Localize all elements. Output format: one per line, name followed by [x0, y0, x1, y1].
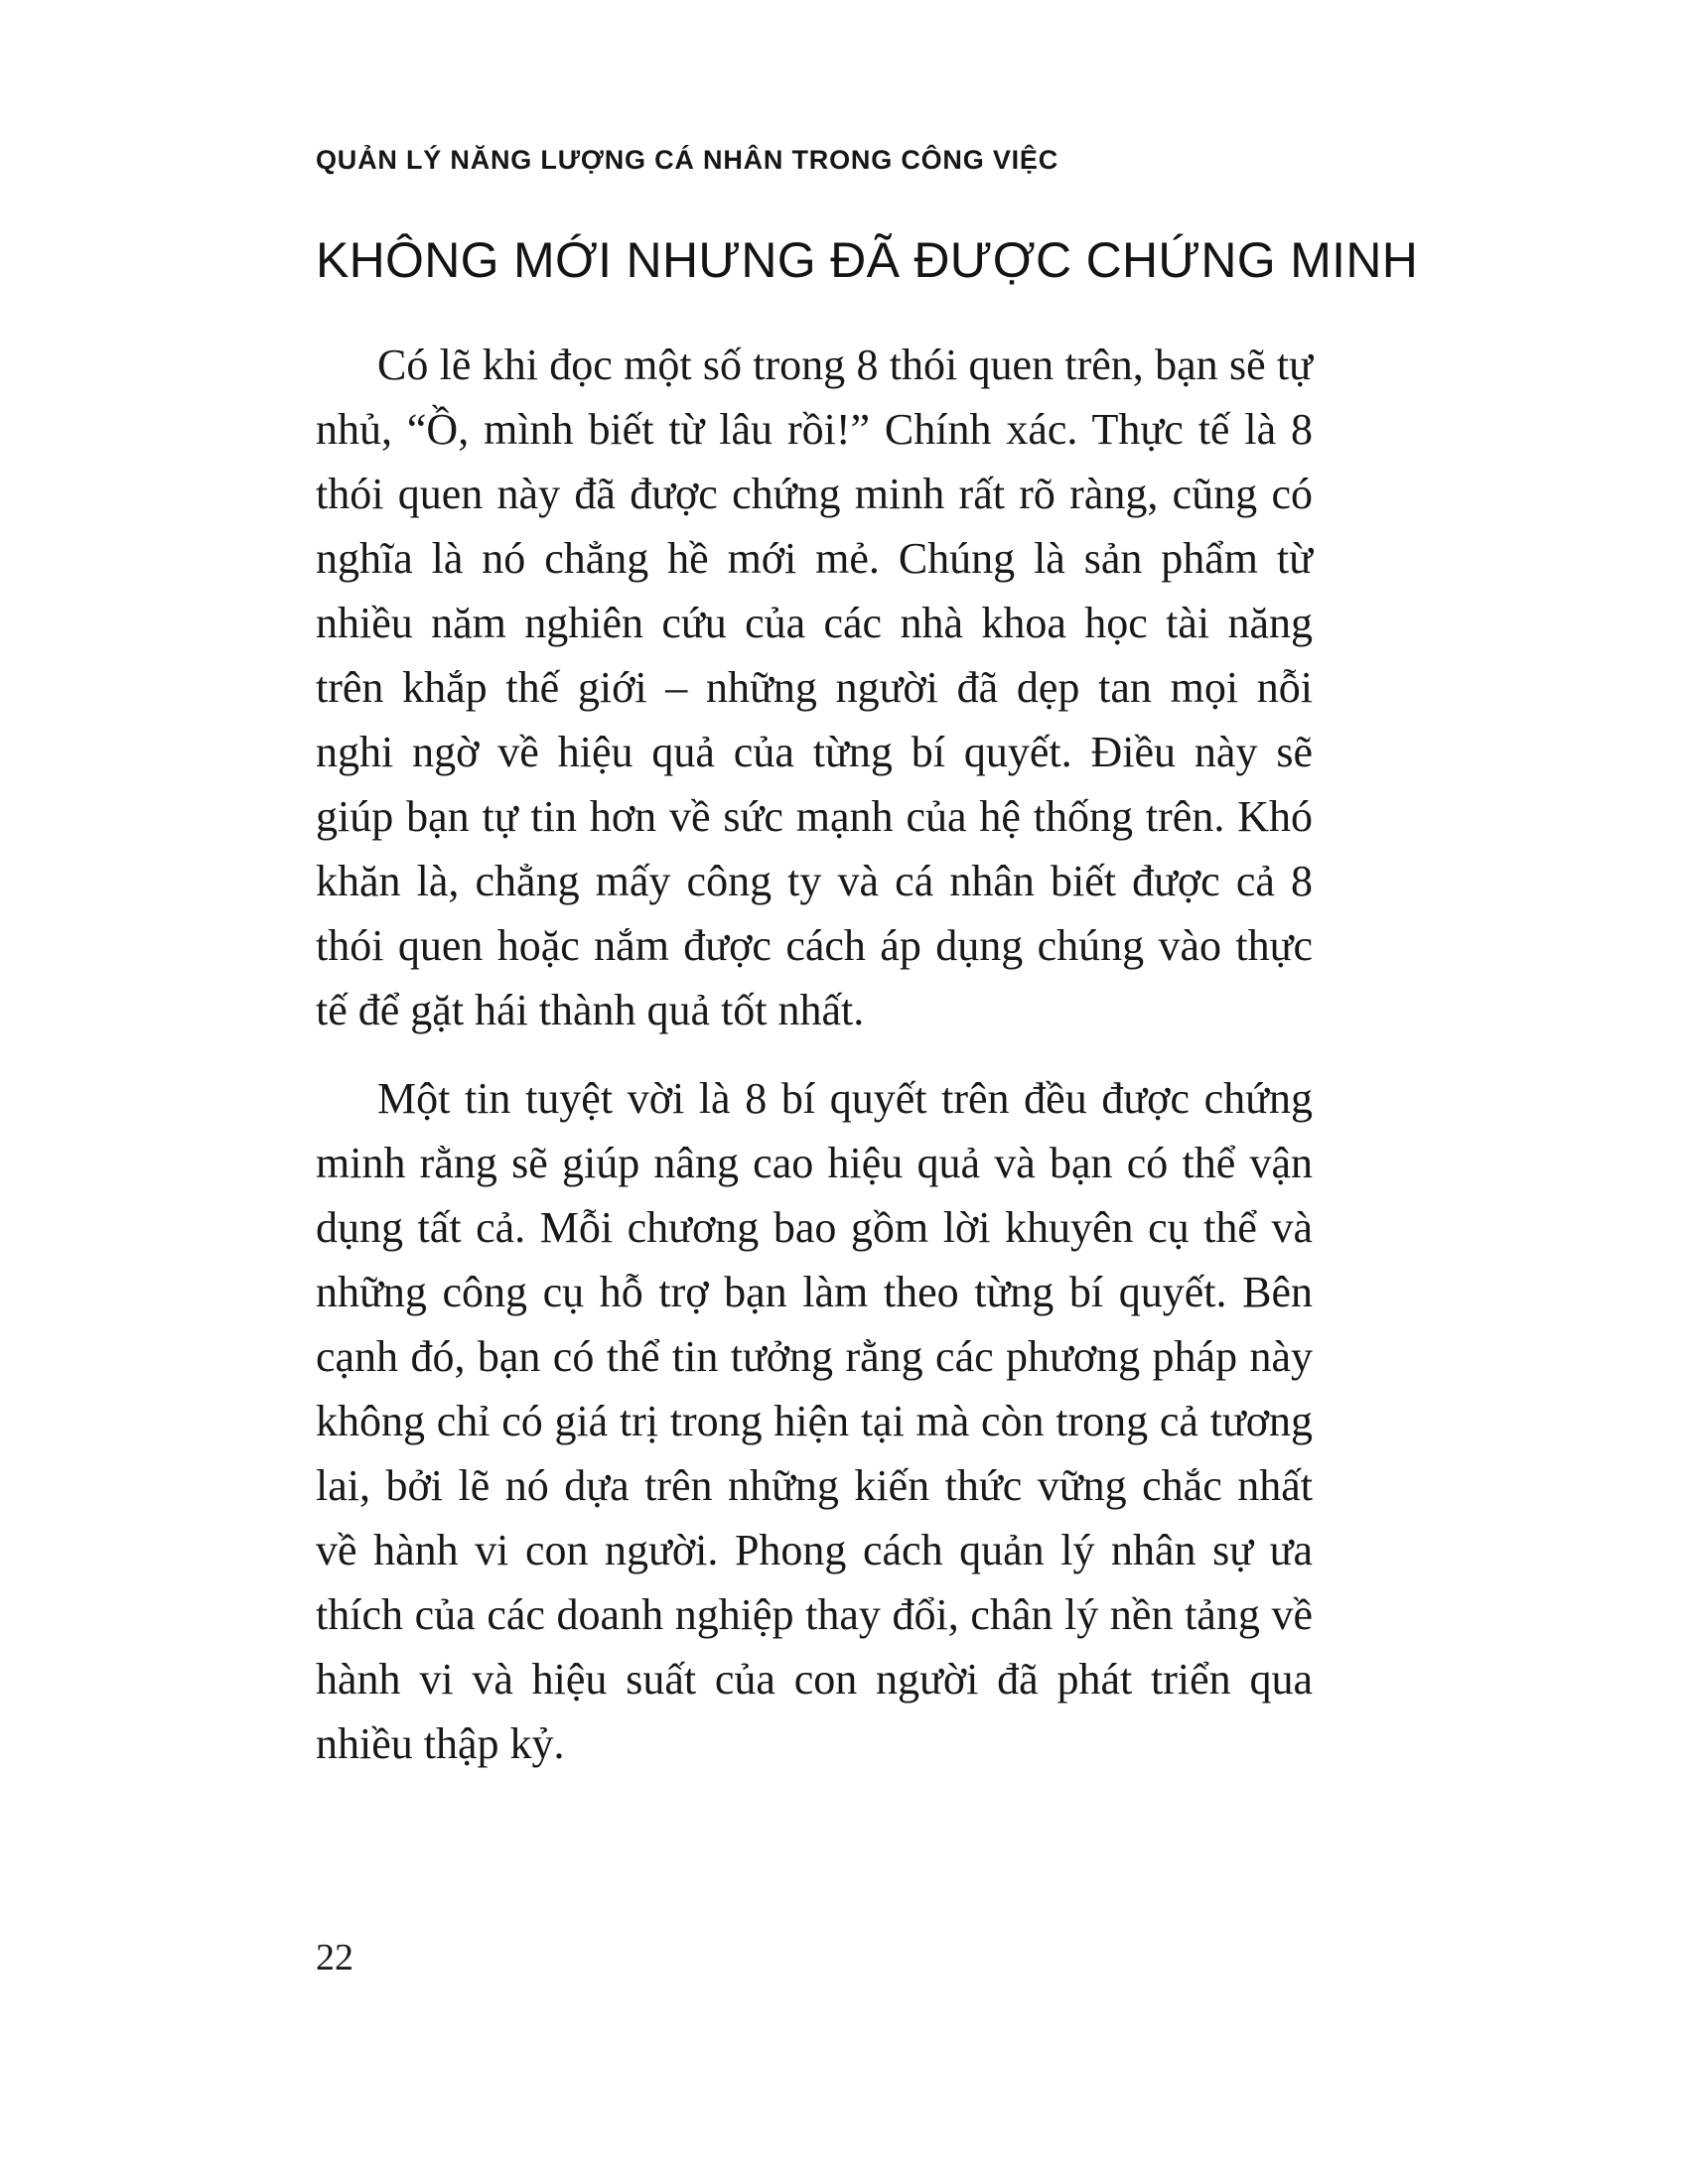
- page-number: 22: [316, 1937, 353, 1979]
- running-head: QUẢN LÝ NĂNG LƯỢNG CÁ NHÂN TRONG CÔNG VIỆC: [316, 145, 1059, 175]
- paragraph: Có lẽ khi đọc một số trong 8 thói quen trên, bạn sẽ tự nhủ, “Ồ, mình biết từ lâu rồi!” Chính xác. Thực tế là 8 thói quen này đã được chứng minh rất rõ ràng, cũng có nghĩa là nó chẳng hề mới mẻ. Chúng là sản phẩm từ nhiều năm nghiên cứu của các nhà khoa học tài năng trên khắp thế giới – những người đã dẹp tan mọi nỗi nghi ngờ về hiệu quả của từng bí quyết. Điều này sẽ giúp bạn tự tin hơn về sức mạnh của hệ thống trên. Khó khăn là, chẳng mấy công ty và cá nhân biết được cả 8 thói quen hoặc nắm được cách áp dụng chúng vào thực tế để gặt hái thành quả tốt nhất.: [316, 341, 1313, 1034]
- section-heading: KHÔNG MỚI NHƯNG ĐÃ ĐƯỢC CHỨNG MINH: [316, 232, 1419, 288]
- paragraph: Một tin tuyệt vời là 8 bí quyết trên đều được chứng minh rằng sẽ giúp nâng cao hiệu quả và bạn có thể vận dụng tất cả. Mỗi chương bao gồm lời khuyên cụ thể và những công cụ hỗ trợ bạn làm theo từng bí quyết. Bên cạnh đó, bạn có thể tin tưởng rằng các phương pháp này không chỉ có giá trị trong hiện tại mà còn trong cả tương lai, bởi lẽ nó dựa trên những kiến thức vững chắc nhất về hành vi con người. Phong cách quản lý nhân sự ưa thích của các doanh nghiệp thay đổi, chân lý nền tảng về hành vi và hiệu suất của con người đã phát triển qua nhiều thập kỷ.: [316, 1074, 1313, 1768]
- text-column: [316, 145, 1419, 1776]
